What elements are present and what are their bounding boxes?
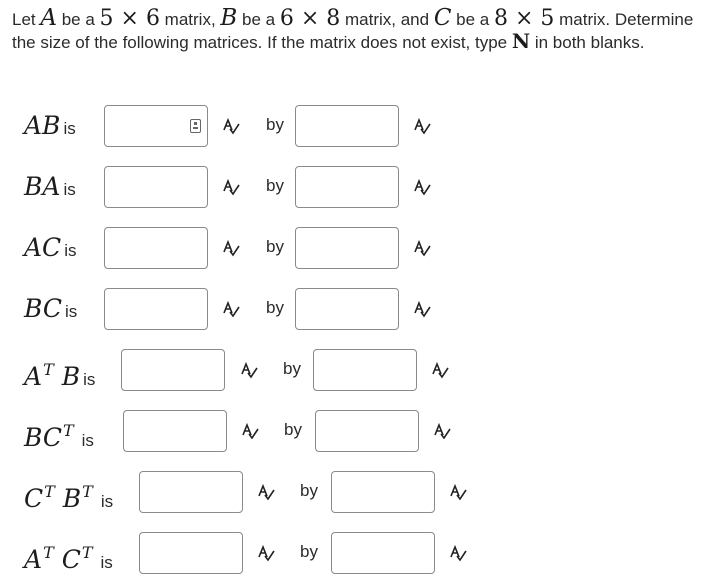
matrix-c-symbol: C <box>433 5 452 31</box>
spellcheck-icon[interactable] <box>257 544 275 562</box>
rows-answer-input[interactable] <box>104 288 208 330</box>
rows-answer-input[interactable] <box>123 410 227 452</box>
matrix-b-symbol: B <box>220 5 238 31</box>
spellcheck-icon[interactable] <box>413 178 431 196</box>
matrix-a-symbol: A <box>40 5 57 31</box>
spellcheck-icon[interactable] <box>222 117 240 135</box>
by-label: by <box>283 359 301 378</box>
spellcheck-icon[interactable] <box>222 300 240 318</box>
by-label: by <box>300 481 318 500</box>
expression-label: $A^T$ B is <box>24 360 96 391</box>
cols-answer-input[interactable] <box>295 105 399 147</box>
spellcheck-icon[interactable] <box>433 422 451 440</box>
problem-statement: Let A be a 5 × 6 matrix, B be a 6 × 8 matrix, and C be a 8 × 5 matrix. Determine the size of the following matrices. If the matrix does not exist, type N in both blanks. <box>12 5 694 53</box>
expression-label: BC is <box>24 294 78 323</box>
spellcheck-icon[interactable] <box>241 422 259 440</box>
expression-label: BA is <box>24 172 76 201</box>
cols-answer-input[interactable] <box>295 227 399 269</box>
spellcheck-icon[interactable] <box>449 483 467 501</box>
spellcheck-icon[interactable] <box>431 361 449 379</box>
cols-answer-input[interactable] <box>331 471 435 513</box>
keyboard-icon[interactable] <box>190 119 201 133</box>
by-label: by <box>266 298 284 317</box>
cols-answer-input[interactable] <box>331 532 435 574</box>
rows-answer-input[interactable] <box>104 166 208 208</box>
by-label: by <box>266 237 284 256</box>
expression-label: $BC^Tis$ <box>24 421 94 452</box>
spellcheck-icon[interactable] <box>413 239 431 257</box>
spellcheck-icon[interactable] <box>240 361 258 379</box>
rows-answer-input[interactable] <box>104 227 208 269</box>
spellcheck-icon[interactable] <box>222 178 240 196</box>
cols-answer-input[interactable] <box>313 349 417 391</box>
expression-label: AB is <box>24 111 76 140</box>
expression-label: $C^T$ $B^Tis$ <box>24 482 114 513</box>
by-label: by <box>266 115 284 134</box>
spellcheck-icon[interactable] <box>257 483 275 501</box>
expression-label: AC is <box>24 233 77 262</box>
cols-answer-input[interactable] <box>295 166 399 208</box>
cols-answer-input[interactable] <box>295 288 399 330</box>
rows-answer-input[interactable] <box>139 471 243 513</box>
spellcheck-icon[interactable] <box>449 544 467 562</box>
rows-answer-input[interactable] <box>139 532 243 574</box>
spellcheck-icon[interactable] <box>413 300 431 318</box>
by-label: by <box>284 420 302 439</box>
letter-n: N <box>511 28 531 53</box>
spellcheck-icon[interactable] <box>413 117 431 135</box>
expression-label: $A^T$ $C^Tis$ <box>24 543 113 574</box>
by-label: by <box>300 542 318 561</box>
spellcheck-icon[interactable] <box>222 239 240 257</box>
by-label: by <box>266 176 284 195</box>
rows-answer-input[interactable] <box>104 105 208 147</box>
rows-answer-input[interactable] <box>121 349 225 391</box>
cols-answer-input[interactable] <box>315 410 419 452</box>
